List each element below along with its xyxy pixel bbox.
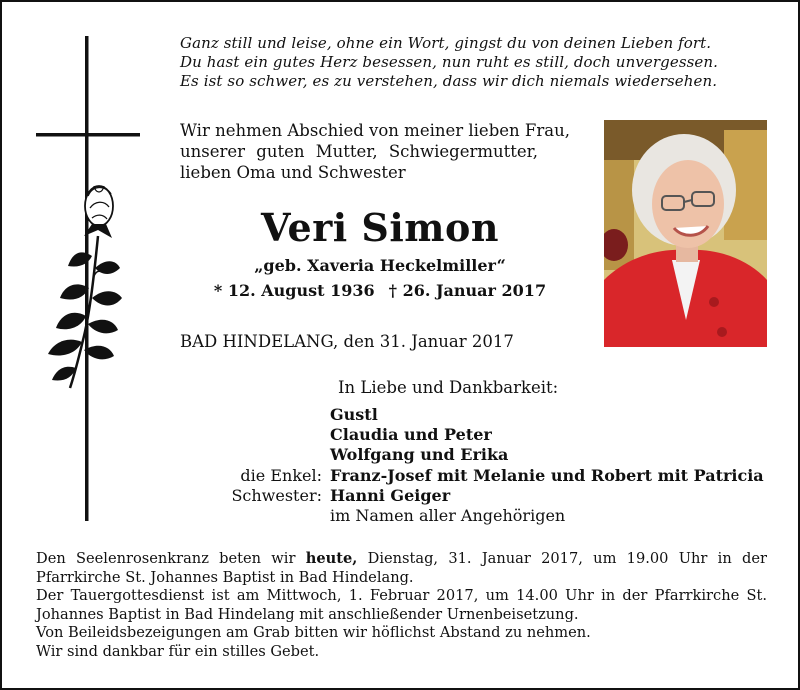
- family-row: [122, 466, 792, 486]
- thanks-line: In Liebe und Dankbarkeit:: [338, 378, 559, 397]
- portrait-photo: [604, 120, 767, 347]
- birth-date: * 12. August 1936: [213, 281, 375, 300]
- family-label: [122, 425, 330, 445]
- poem-line: Du hast ein gutes Herz besessen, nun ruht es still, doch unvergessen.: [180, 53, 719, 71]
- family-label: [122, 405, 330, 425]
- maiden-name: „geb. Xaveria Heckelmiller“: [254, 256, 506, 275]
- portrait-illustration: [604, 120, 767, 347]
- family-row: [122, 506, 792, 526]
- family-row: [122, 405, 792, 425]
- family-row: [122, 445, 792, 465]
- family-name: Claudia und Peter: [330, 425, 492, 445]
- family-label: [122, 445, 330, 465]
- service-notice: [36, 550, 767, 661]
- farewell-intro: [180, 120, 580, 183]
- family-name: Gustl: [330, 405, 378, 424]
- family-name: Hanni Geiger: [330, 485, 451, 505]
- intro-line: Wir nehmen Abschied von meiner lieben Frau,: [180, 121, 570, 140]
- poem-line: Es ist so schwer, es zu verstehen, dass wir dich niemals wiedersehen.: [180, 72, 718, 90]
- family-label: die Enkel:: [240, 465, 322, 485]
- family-list: [122, 405, 792, 526]
- family-label: Schwester:: [231, 485, 322, 505]
- family-row: [122, 486, 792, 506]
- poem-line: Ganz still und leise, ohne ein Wort, gingst du von deinen Lieben fort.: [180, 34, 712, 52]
- intro-line: unserer guten Mutter, Schwiegermutter,: [180, 142, 539, 161]
- place-and-date: BAD HINDELANG, den 31. Januar 2017: [180, 332, 514, 351]
- memorial-poem: [180, 34, 740, 91]
- mass-notice: Der Tauergottesdienst ist am Mittwoch, 1. Februar 2017, um 14.00 Uhr in der Pfarrkirche St. Johannes Baptist in Bad Hindelang mit anschließender Urnenbeisetzung.: [36, 587, 767, 623]
- family-name: Wolfgang und Erika: [330, 445, 509, 465]
- life-dates: [180, 281, 580, 301]
- intro-line: lieben Oma und Schwester: [180, 163, 406, 182]
- family-row: [122, 425, 792, 445]
- prayer-notice: Wir sind dankbar für ein stilles Gebet.: [36, 642, 320, 660]
- family-closing: im Namen aller Angehörigen: [330, 506, 566, 526]
- deceased-name: Veri Simon: [261, 205, 499, 250]
- condolence-notice: Von Beileidsbezeigungen am Grab bitten wir höflichst Abstand zu nehmen.: [36, 624, 591, 641]
- rosary-notice: Den Seelenrosenkranz beten wir heute, Dienstag, 31. Januar 2017, um 19.00 Uhr in der Pfarrkirche St. Johannes Baptist in Bad Hindelang.: [36, 550, 767, 586]
- death-date: † 26. Januar 2017: [388, 281, 547, 300]
- family-name: Franz-Josef mit Melanie und Robert mit Patricia: [330, 465, 764, 485]
